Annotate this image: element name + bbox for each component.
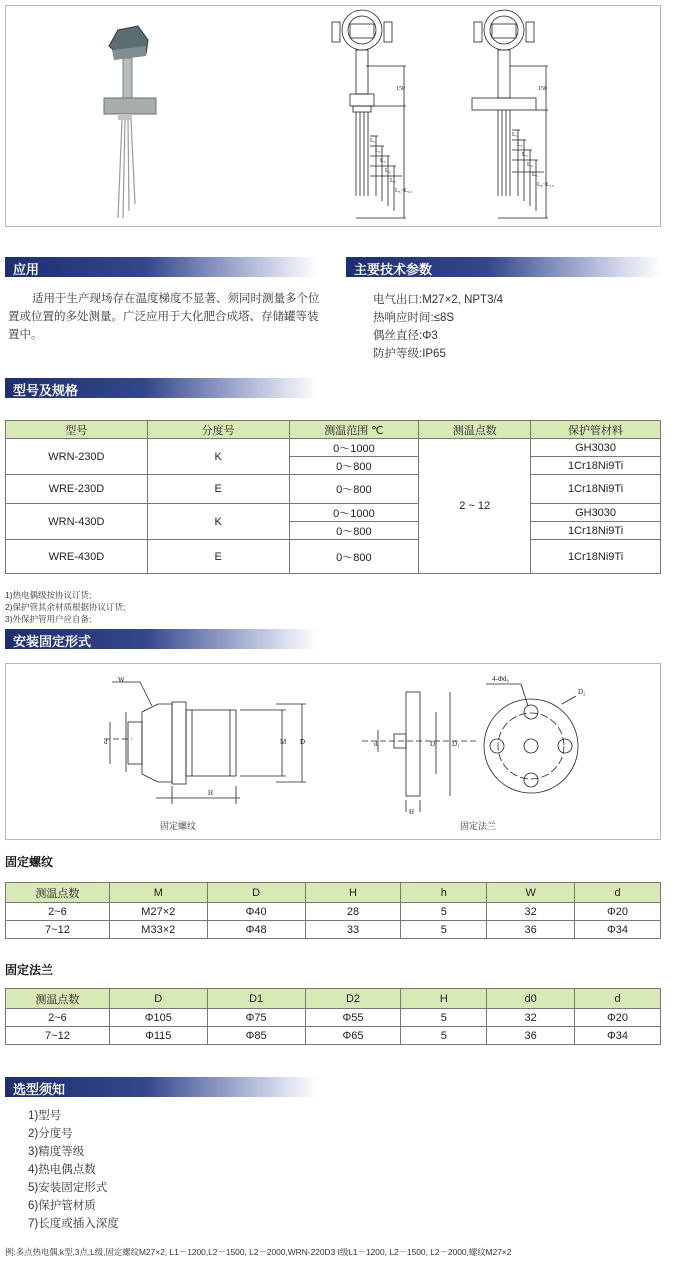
model-col-header: 分度号 — [147, 421, 289, 439]
dimension-150-a: 150 — [396, 86, 405, 92]
table-cell: WRE-230D — [6, 475, 148, 504]
note: 1)热电偶级按协议订货; — [5, 590, 92, 600]
selection-title: 选型须知 — [13, 1082, 66, 1097]
selection-item: 3)精度等级 — [28, 1146, 85, 1158]
table-cell: 5 — [401, 1009, 487, 1027]
flange-col-header: H — [401, 989, 487, 1009]
table-cell: 0～800 — [289, 457, 419, 475]
table-cell: M33×2 — [109, 921, 207, 939]
table-cell: Φ115 — [109, 1027, 207, 1045]
selection-item: 7)长度或插入深度 — [28, 1218, 119, 1230]
letter-D1-flange: D₁ — [452, 740, 460, 748]
flange-table-title: 固定法兰 — [5, 963, 54, 977]
drawing-b-length-label: L₆~L₁₂ — [537, 182, 554, 188]
drawing-a-length-label: L₂ — [375, 148, 381, 154]
table-cell: GH3030 — [531, 504, 661, 522]
letter-D2-flange: D₂ — [578, 688, 586, 696]
specs-header — [346, 257, 661, 277]
table-cell: 28 — [305, 903, 401, 921]
selection-item: 4)热电偶点数 — [28, 1164, 96, 1176]
flange-drawing — [362, 684, 578, 812]
specs-list — [373, 291, 653, 363]
thread-table-title: 固定螺纹 — [5, 855, 54, 869]
install-drawing-frame — [5, 663, 661, 840]
table-cell: 0～800 — [289, 522, 419, 540]
table-cell: Φ34 — [575, 921, 661, 939]
model-col-header: 测温点数 — [419, 421, 531, 439]
letter-D-thread: D — [300, 738, 306, 746]
note: 2)保护管其余材质根据协议订货; — [5, 602, 126, 612]
application-header — [5, 257, 318, 277]
selection-item: 6)保护管材质 — [28, 1200, 96, 1212]
install-title: 安装固定形式 — [13, 634, 92, 649]
letter-M: M — [280, 738, 287, 746]
thread-col-header: h — [401, 883, 487, 903]
selection-list — [28, 1107, 119, 1233]
flange-col-header: D1 — [207, 989, 305, 1009]
drawing-a-length-label: L₅ — [390, 178, 396, 184]
product-drawing — [6, 6, 662, 228]
model-col-header: 型号 — [6, 421, 148, 439]
table-cell: 5 — [401, 903, 487, 921]
drawing-a-length-label: L₆~L₁₂ — [395, 188, 412, 194]
table-cell: 5 — [401, 1027, 487, 1045]
caption-thread: 固定螺纹 — [160, 821, 197, 831]
model-header — [5, 378, 318, 398]
dimension-150-b: 150 — [538, 86, 547, 92]
flange-col-header: d — [575, 989, 661, 1009]
application-text: 适用于生产现场存在温度梯度不显著、须同时测量多个位置或位置的多处测量。广泛应用于大化肥合成塔、存储罐等装置中。 — [8, 293, 320, 341]
table-cell: Φ48 — [207, 921, 305, 939]
table-cell: 0～800 — [289, 475, 419, 504]
table-cell: K — [147, 504, 289, 540]
table-cell: 36 — [487, 1027, 575, 1045]
thread-col-header: H — [305, 883, 401, 903]
flange-col-header: 测温点数 — [6, 989, 110, 1009]
spec-item: 电气出口:M27×2, NPT3/4 — [373, 294, 504, 306]
table-cell: 0～1000 — [289, 504, 419, 522]
flange-col-header: d0 — [487, 989, 575, 1009]
table-cell: 2~6 — [6, 903, 110, 921]
table-cell: 5 — [401, 921, 487, 939]
table-cell: K — [147, 439, 289, 475]
selection-item: 5)安装固定形式 — [28, 1182, 108, 1194]
caption-flange: 固定法兰 — [460, 821, 497, 831]
drawing-b-length-label: L₅ — [532, 172, 538, 178]
table-cell: E — [147, 540, 289, 574]
table-cell: Φ34 — [575, 1027, 661, 1045]
table-cell: Φ20 — [575, 1009, 661, 1027]
letter-D-flange: D — [430, 740, 436, 748]
flange-col-header: D2 — [305, 989, 401, 1009]
thread-col-header: d — [575, 883, 661, 903]
table-cell: Φ40 — [207, 903, 305, 921]
selection-item: 1)型号 — [28, 1110, 62, 1122]
table-cell: 1Cr18Ni9Ti — [531, 475, 661, 504]
product-drawing-frame — [5, 5, 661, 227]
table-cell: Φ85 — [207, 1027, 305, 1045]
table-cell: WRN-230D — [6, 439, 148, 475]
points-cell: 2 ~ 12 — [419, 439, 531, 574]
letter-H-flange: H — [409, 808, 415, 816]
table-cell: 0～800 — [289, 540, 419, 574]
table-cell: 1Cr18Ni9Ti — [531, 522, 661, 540]
table-cell: Φ65 — [305, 1027, 401, 1045]
table-cell: M27×2 — [109, 903, 207, 921]
note: 3)外保护管用户应自备; — [5, 614, 92, 624]
drawing-b-length-label: L₂ — [517, 142, 523, 148]
spec-item: 热响应时间:≤8S — [373, 312, 455, 324]
application-title: 应用 — [13, 262, 40, 277]
table-cell: 1Cr18Ni9Ti — [531, 457, 661, 475]
thread-col-header: M — [109, 883, 207, 903]
table-cell: E — [147, 475, 289, 504]
table-cell: 0～1000 — [289, 439, 419, 457]
table-cell: GH3030 — [531, 439, 661, 457]
selection-header — [5, 1077, 318, 1097]
table-cell: 36 — [487, 921, 575, 939]
selection-example: 例:多点热电偶,k型,3点,L级,固定螺纹M27×2, L1－1200,L2－1500, L2－2000,WRN-220D3 I级L1－1200, L2－1500, L2－2000,螺纹M27×2 — [5, 1247, 512, 1257]
table-cell: Φ20 — [575, 903, 661, 921]
drawing-b-length-label: L₁ — [512, 132, 518, 138]
table-cell: 7~12 — [6, 1027, 110, 1045]
spec-item: 防护等级:IP65 — [373, 348, 446, 360]
drawing-a-length-label: L₃ — [380, 158, 386, 164]
drawing-a-length-label: L₄ — [385, 168, 391, 174]
table-cell: 1Cr18Ni9Ti — [531, 540, 661, 574]
thread-col-header: D — [207, 883, 305, 903]
table-cell: Φ105 — [109, 1009, 207, 1027]
model-col-header: 测温范围 ℃ — [289, 421, 419, 439]
letter-d-flange: d — [374, 740, 378, 748]
thread-col-header: W — [487, 883, 575, 903]
table-cell: 32 — [487, 1009, 575, 1027]
model-col-header: 保护管材料 — [531, 421, 661, 439]
letter-H-thread: H — [208, 789, 214, 797]
drawing-b-length-label: L₄ — [527, 162, 533, 168]
table-cell: Φ55 — [305, 1009, 401, 1027]
drawing-a-length-label: L₁ — [370, 138, 376, 144]
model-table — [5, 420, 661, 574]
install-header — [5, 629, 318, 649]
model-title: 型号及规格 — [13, 383, 79, 398]
thread-fitting-drawing — [104, 682, 306, 804]
selection-item: 2)分度号 — [28, 1128, 73, 1140]
table-cell: 7~12 — [6, 921, 110, 939]
letter-W: W — [118, 676, 125, 684]
drawing-thread-type — [332, 10, 406, 218]
table-cell: WRN-430D — [6, 504, 148, 540]
flange-col-header: D — [109, 989, 207, 1009]
table-cell: Φ75 — [207, 1009, 305, 1027]
drawing-b-length-label: L₃ — [522, 152, 528, 158]
product-photo — [104, 26, 156, 218]
thread-table — [5, 882, 661, 939]
table-cell: 33 — [305, 921, 401, 939]
spec-item: 偶丝直径:Φ3 — [373, 330, 438, 342]
table-cell: WRE-430D — [6, 540, 148, 574]
table-cell: 2~6 — [6, 1009, 110, 1027]
thread-col-header: 测温点数 — [6, 883, 110, 903]
install-drawing — [6, 664, 662, 841]
holes-label: 4-Φd₀ — [492, 675, 509, 683]
flange-table — [5, 988, 661, 1045]
specs-title: 主要技术参数 — [354, 262, 433, 277]
table-cell: 32 — [487, 903, 575, 921]
letter-d-thread: d — [104, 738, 108, 746]
